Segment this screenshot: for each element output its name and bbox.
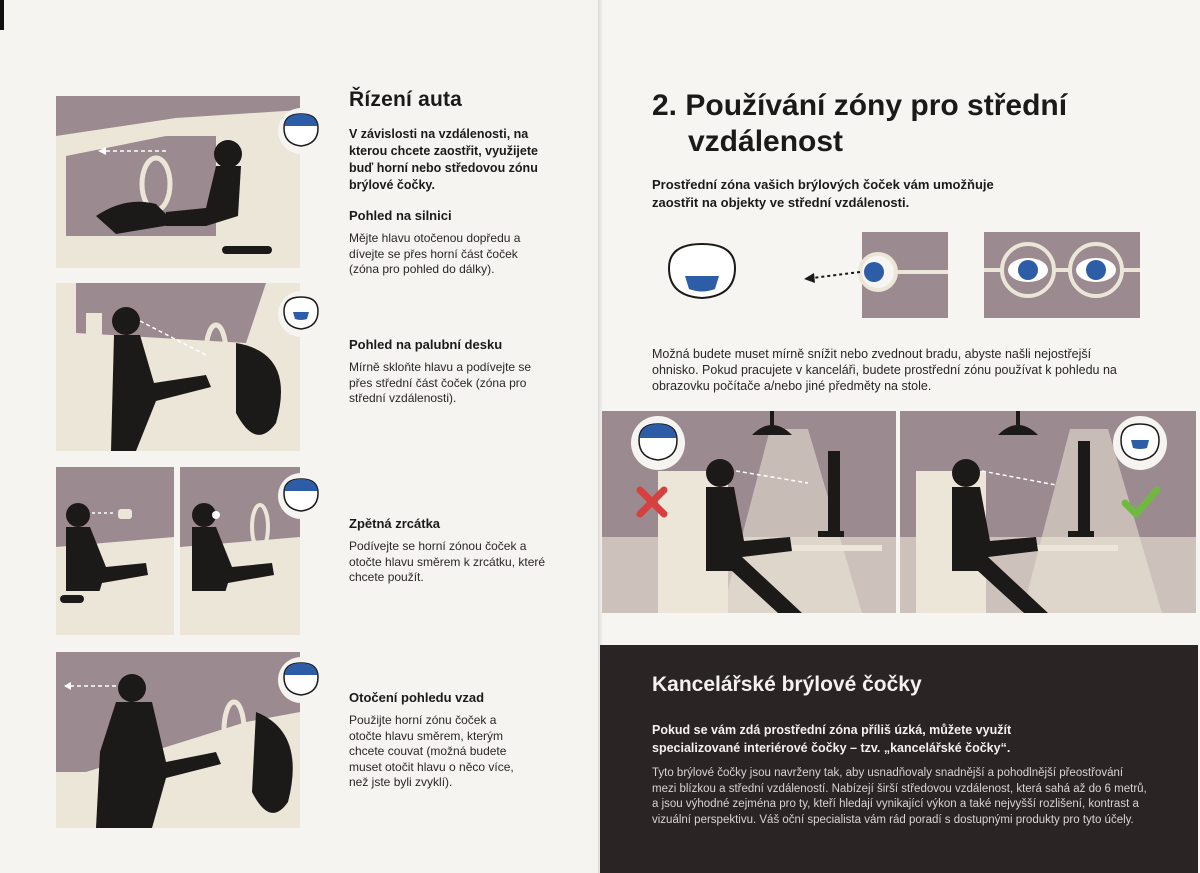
office-lead: Pokud se vám zdá prostřední zóna příliš úzká, můžete využít specializované interiérové čočky – tzv. „kancelářské čočky“. [652,723,1012,755]
section-text: Mějte hlavu otočenou dopředu a dívejte se přes horní část čoček (zóna pro pohled do dálky). [349,231,521,276]
section-heading: Otočení pohledu vzad [349,690,485,705]
lens-middle-zone-icon [665,242,740,300]
right-title-line2: vzdálenost [688,125,844,158]
corner-mark [0,0,4,30]
office-body: Tyto brýlové čočky jsou navrženy tak, aby usnadňovaly snadnější a pohodlnější přeostřování mezi blízkou a střední vzdáleností. Nabízejí širší středovou vzdálenost, která sahá až do 6 metrů, a jsou výhodné zejména pro ty, kteří hledají vynikající výkon a také nejvyšší rozlišení, kontrast a vizuální perspektivu. Váš oční specialista vám rád poradí s dostupnými produkty pro tyto účely. [652,767,1147,826]
intro-text: V závislosti na vzdálenosti, na kterou chcete zaostřit, využijete buď horní nebo středovou zónu brýlové čočky. [349,127,538,192]
lens-top-zone-icon [278,657,324,703]
section-text: Podívejte se horní zónou čoček a otočte hlavu směrem k zrcátku, které chcete použít. [349,539,546,584]
page-title: Řízení auta [349,88,463,111]
glasses-icon [984,232,1140,318]
office-lenses-box [600,645,1198,873]
office-title: Kancelářské brýlové čočky [652,673,922,696]
right-title-line1: 2. Používání zóny pro střední [652,89,1068,122]
illustration-office [602,411,1196,613]
lens-top-zone-icon [278,108,324,154]
wrong-cross-icon [634,484,670,520]
lens-top-zone-icon [278,473,324,519]
eye-icon [800,232,948,318]
lens-middle-zone-icon [278,291,324,337]
right-paragraph: Možná budete muset mírně snížit nebo zvednout bradu, abyste našli nejostřejší ohnisko. Pokud pracujete v kanceláři, budete prostřední zónu používat k pohledu na obrazovku počítače a/nebo jiné předměty na stole. [652,347,1117,393]
section-heading: Pohled na silnici [349,208,452,223]
lens-top-zone-icon [631,416,685,470]
illustration-reverse [56,652,300,828]
section-text: Mírně skloňte hlavu a podívejte se přes střední část čoček (zóna pro střední vzdálenosti). [349,360,532,405]
lens-middle-zone-icon [1113,416,1167,470]
correct-check-icon [1120,484,1162,520]
illustration-mirror-left [56,467,174,635]
section-heading: Pohled na palubní desku [349,337,503,352]
section-text: Použijte horní zónu čoček a otočte hlavu směrem, kterým chcete couvat (možná budete muset otočit hlavu o něco více, než jste byli zvyklí). [349,713,514,789]
section-heading: Zpětná zrcátka [349,516,441,531]
illustration-road [56,96,300,268]
right-lead: Prostřední zóna vašich brýlových čoček vám umožňuje zaostřit na objekty ve střední vzdálenosti. [652,177,994,210]
illustration-dashboard [56,283,300,451]
right-title [652,88,1172,160]
